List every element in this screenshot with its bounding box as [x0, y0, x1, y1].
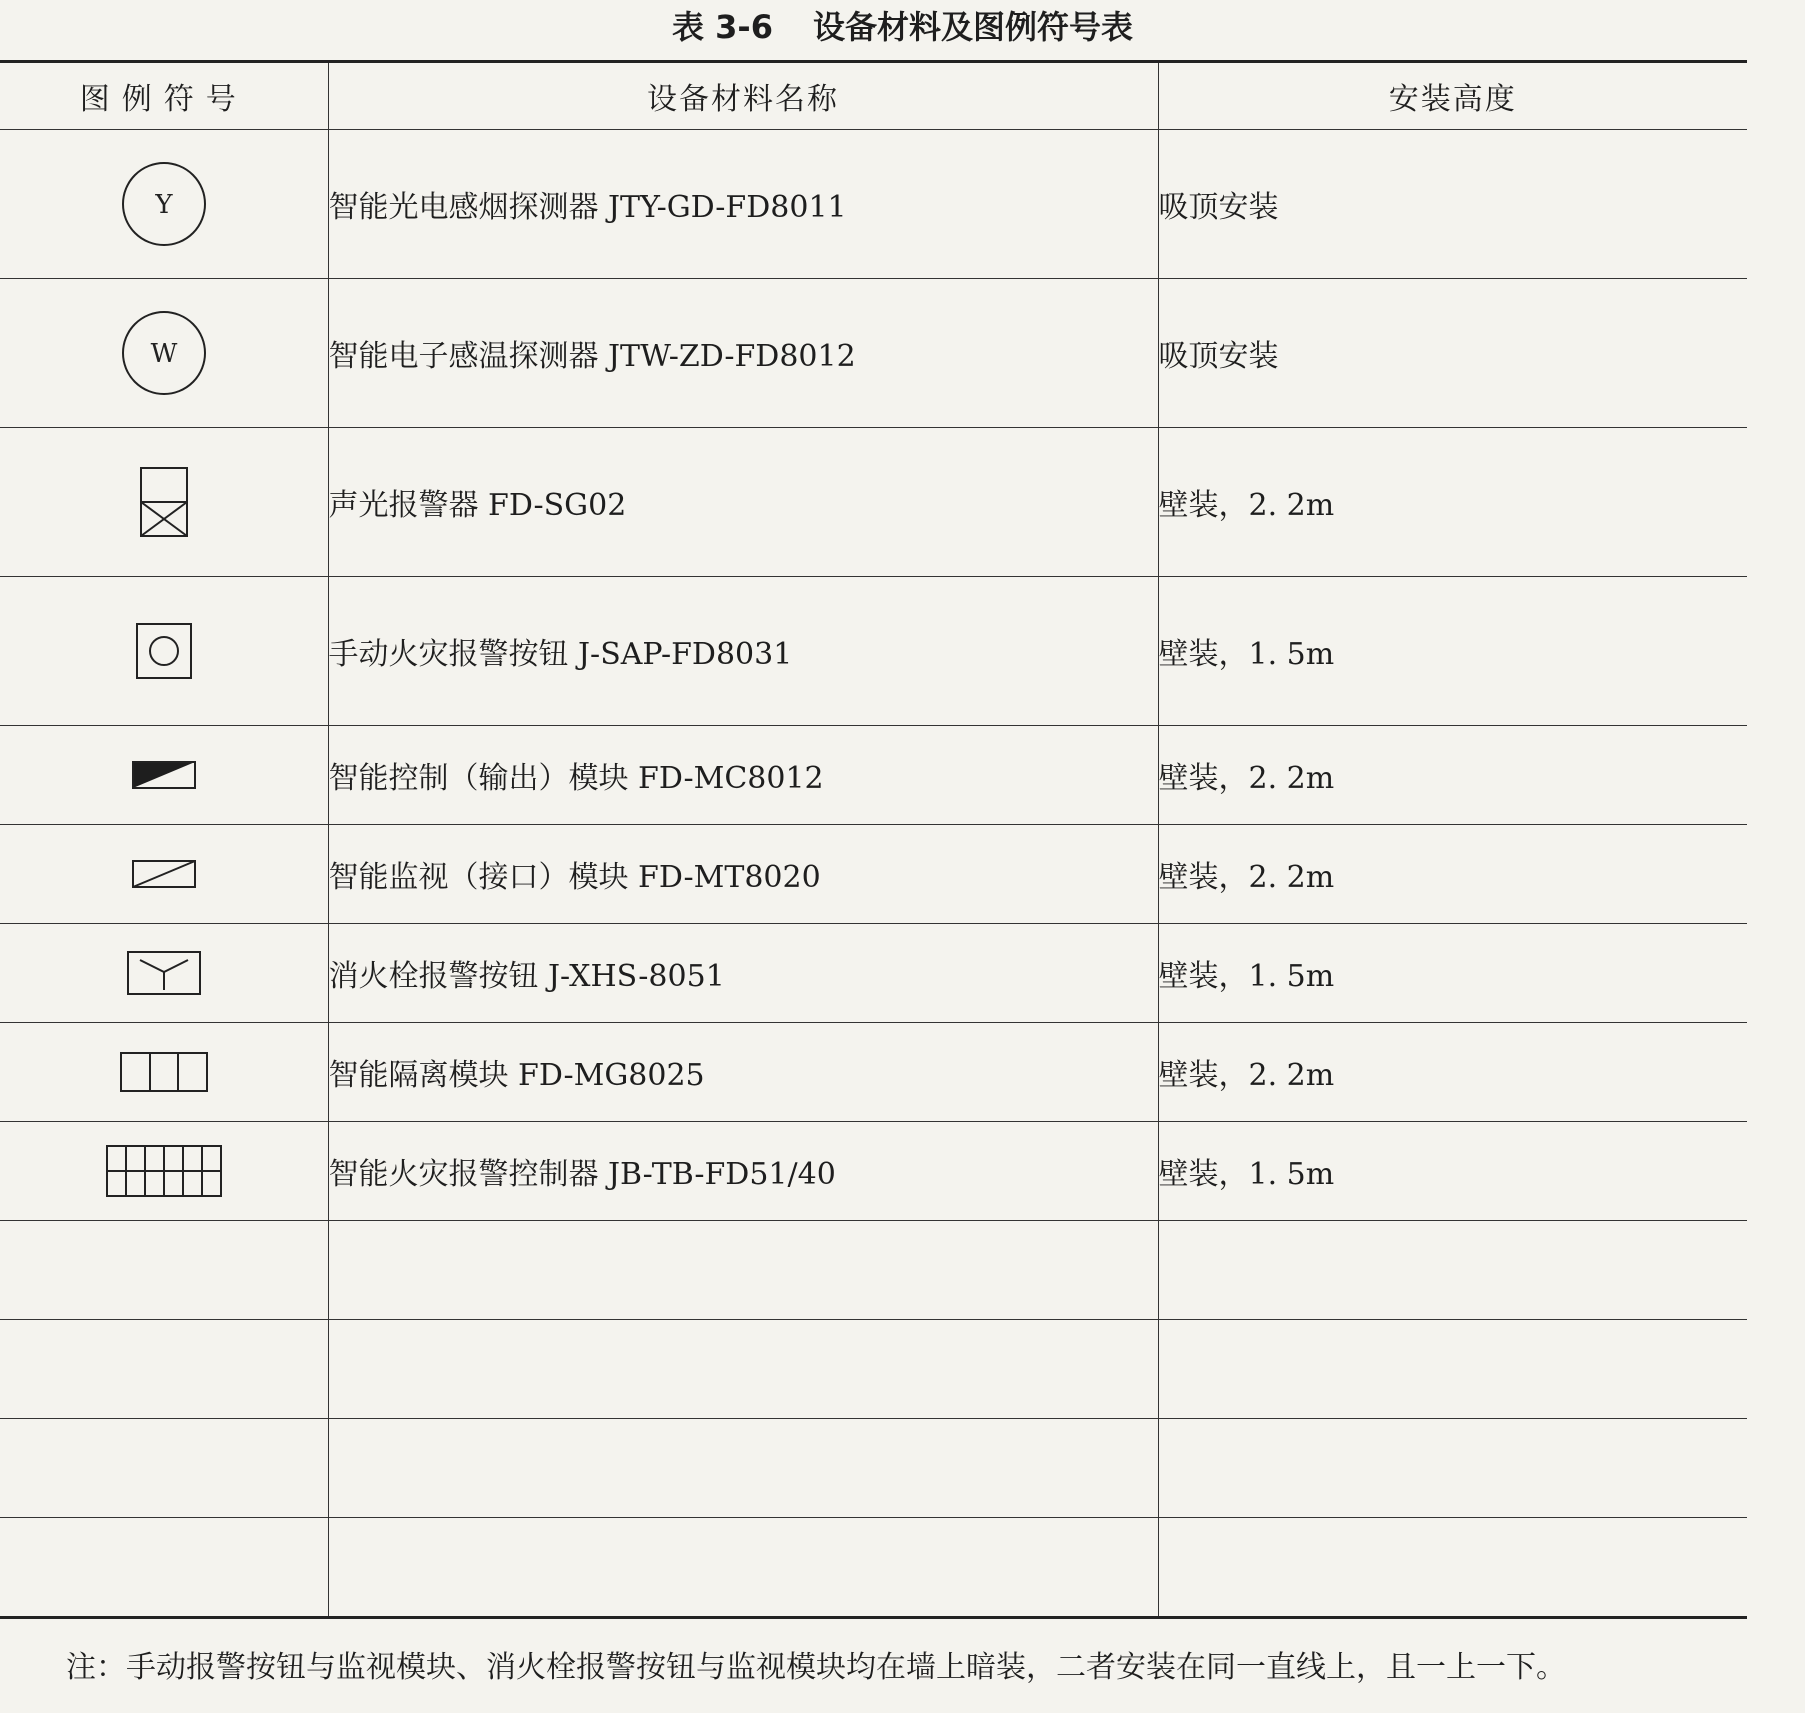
- equipment-name: 智能电子感温探测器 JTW-ZD-FD8012: [328, 279, 1158, 428]
- install-height: 壁装，1. 5m: [1158, 924, 1747, 1023]
- symbol-cell: [0, 130, 328, 279]
- install-height: 壁装，2. 2m: [1158, 428, 1747, 577]
- empty-cell: [0, 1221, 328, 1320]
- empty-cell: [0, 1518, 328, 1618]
- empty-cell: [1158, 1419, 1747, 1518]
- table-caption: [0, 2, 1805, 52]
- header-row: [0, 62, 1747, 130]
- empty-cell: [1158, 1320, 1747, 1419]
- empty-cell: [1158, 1518, 1747, 1618]
- table-row: [0, 1023, 1747, 1122]
- symbol-cell: [0, 279, 328, 428]
- symbol-cell: [0, 1023, 328, 1122]
- equipment-name: 手动火灾报警按钮 J-SAP-FD8031: [328, 577, 1158, 726]
- empty-cell: [328, 1221, 1158, 1320]
- empty-row: [0, 1419, 1747, 1518]
- equipment-legend-table: [0, 60, 1747, 1619]
- equipment-name: 声光报警器 FD-SG02: [328, 428, 1158, 577]
- table-row: [0, 279, 1747, 428]
- fire-alarm-controller-icon: [105, 1144, 223, 1198]
- install-height: 壁装，1. 5m: [1158, 1122, 1747, 1221]
- symbol-cell: [0, 825, 328, 924]
- empty-cell: [0, 1320, 328, 1419]
- table-row: [0, 130, 1747, 279]
- symbol-cell: [0, 1122, 328, 1221]
- table-row: [0, 1122, 1747, 1221]
- smoke-detector-icon: [119, 159, 209, 249]
- equipment-name: 智能火灾报警控制器 JB-TB-FD51/40: [328, 1122, 1158, 1221]
- empty-cell: [1158, 1221, 1747, 1320]
- header-height: 安装高度: [1158, 62, 1747, 130]
- empty-cell: [328, 1419, 1158, 1518]
- header-name: 设备材料名称: [328, 62, 1158, 130]
- install-height: 吸顶安装: [1158, 279, 1747, 428]
- table-row: [0, 825, 1747, 924]
- install-height: 壁装，2. 2m: [1158, 726, 1747, 825]
- symbol-cell: [0, 924, 328, 1023]
- sound-light-alarm-icon: [139, 466, 189, 538]
- isolation-module-icon: [119, 1051, 209, 1093]
- smoke-detector-letter: Y: [155, 190, 173, 220]
- install-height: 壁装，1. 5m: [1158, 577, 1747, 726]
- table-title: 设备材料及图例符号表: [812, 8, 1133, 46]
- heat-detector-letter: W: [150, 339, 178, 369]
- monitor-module-icon: [131, 859, 197, 889]
- manual-alarm-button-icon: [135, 622, 193, 680]
- empty-cell: [328, 1320, 1158, 1419]
- table-row: [0, 924, 1747, 1023]
- table-row: [0, 577, 1747, 726]
- equipment-name: 智能隔离模块 FD-MG8025: [328, 1023, 1158, 1122]
- empty-row: [0, 1320, 1747, 1419]
- symbol-cell: [0, 577, 328, 726]
- table-row: [0, 726, 1747, 825]
- equipment-name: 智能监视（接口）模块 FD-MT8020: [328, 825, 1158, 924]
- install-height: 吸顶安装: [1158, 130, 1747, 279]
- symbol-cell: [0, 726, 328, 825]
- empty-cell: [328, 1518, 1158, 1618]
- header-symbol: 图例符号: [0, 62, 328, 130]
- control-module-icon: [131, 760, 197, 790]
- equipment-name: 智能光电感烟探测器 JTY-GD-FD8011: [328, 130, 1158, 279]
- equipment-name: 智能控制（输出）模块 FD-MC8012: [328, 726, 1158, 825]
- symbol-cell: [0, 428, 328, 577]
- install-height: 壁装，2. 2m: [1158, 1023, 1747, 1122]
- hydrant-alarm-button-icon: [126, 950, 202, 996]
- table-row: [0, 428, 1747, 577]
- equipment-name: 消火栓报警按钮 J-XHS-8051: [328, 924, 1158, 1023]
- empty-cell: [0, 1419, 328, 1518]
- install-height: 壁装，2. 2m: [1158, 825, 1747, 924]
- table-note: 注：手动报警按钮与监视模块、消火栓报警按钮与监视模块均在墙上暗装，二者安装在同一直线上，且一上一下。: [66, 1650, 1566, 1685]
- empty-row: [0, 1221, 1747, 1320]
- empty-row: [0, 1518, 1747, 1618]
- table-number: 表 3-6: [672, 8, 773, 46]
- heat-detector-icon: [119, 308, 209, 398]
